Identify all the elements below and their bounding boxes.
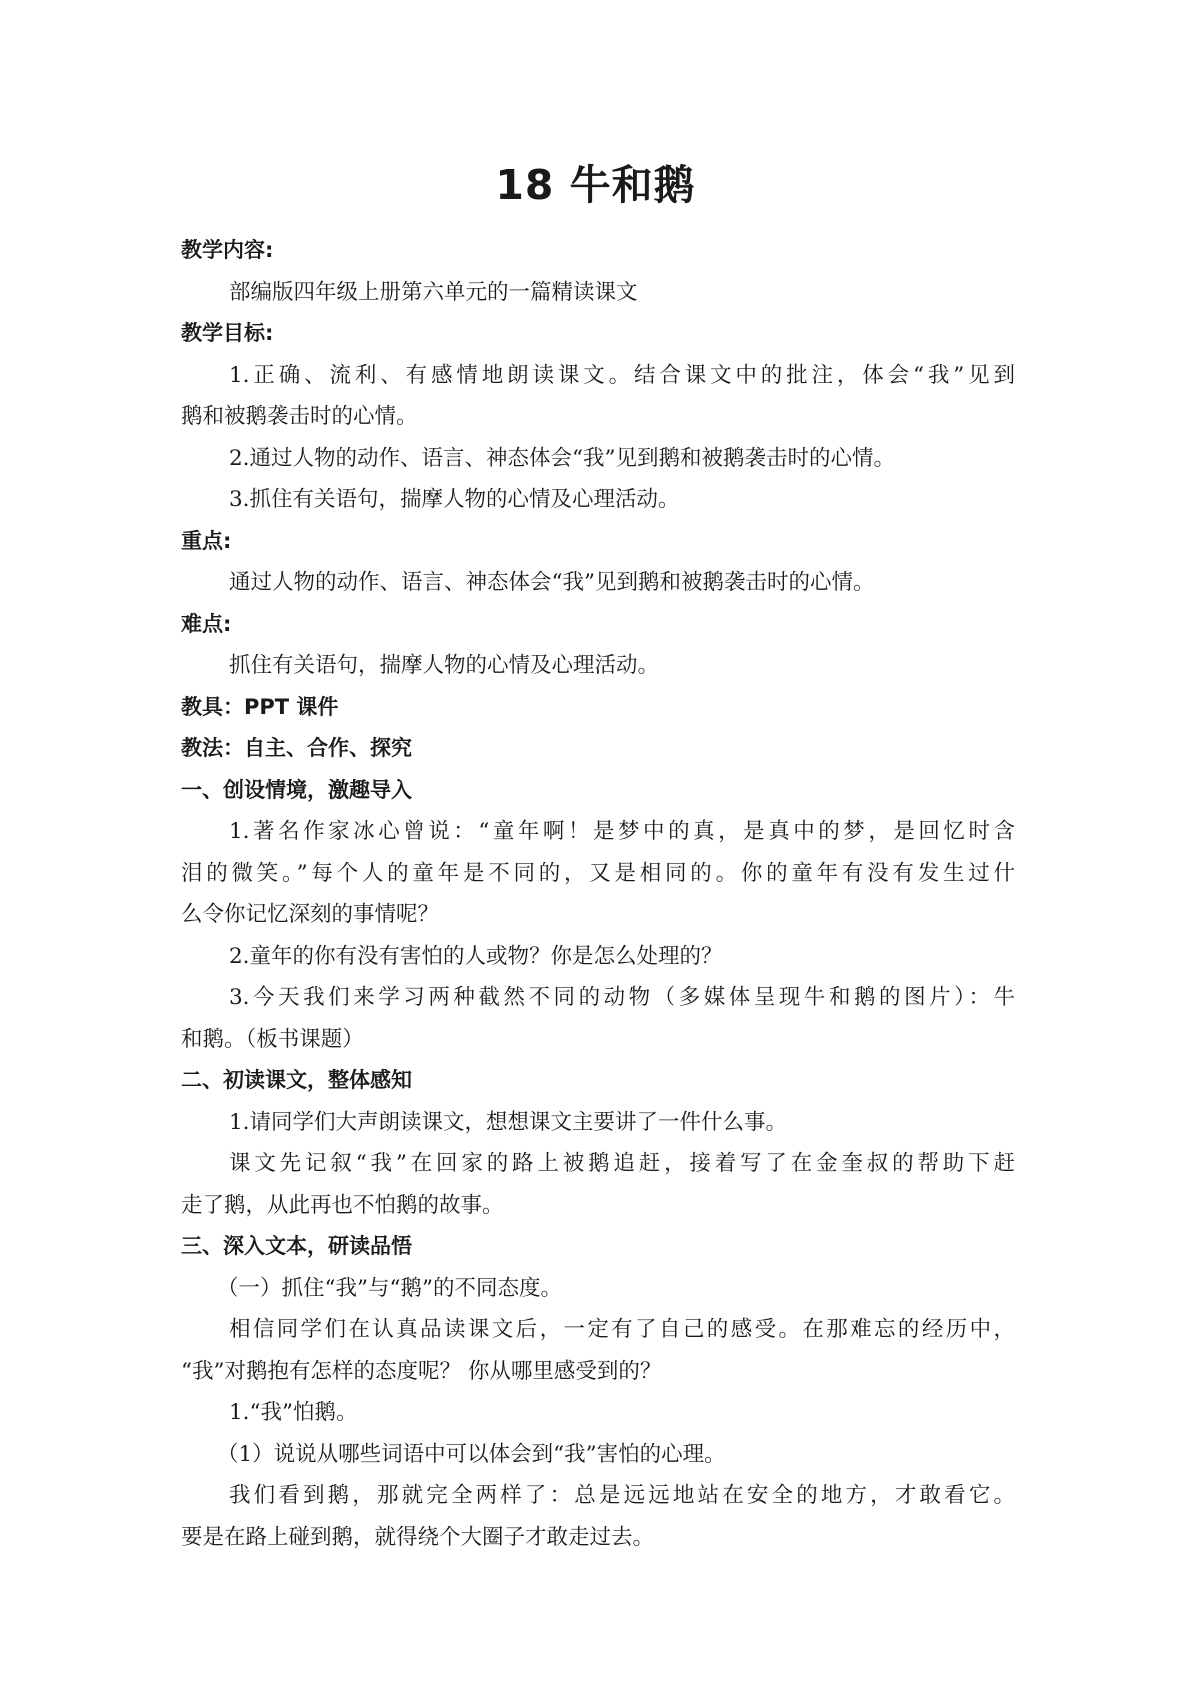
paragraph-line: 相信同学们在认真品读课文后，一定有了自己的感受。在那难忘的经历中， [229,1317,1015,1342]
section-heading-teaching-content: 教学内容: [181,238,274,262]
paragraph-line: （一）抓住“我”与“鹅”的不同态度。 [217,1275,562,1301]
paragraph-line: 部编版四年级上册第六单元的一篇精读课文 [229,279,638,305]
paragraph-line: 3.抓住有关语句，揣摩人物的心情及心理活动。 [229,487,680,512]
paragraph-line: 我们看到鹅，那就完全两样了：总是远远地站在安全的地方，才敢看它。 [229,1483,1015,1508]
section-heading-teaching-goals: 教学目标: [181,321,274,345]
paragraph-line: （1）说说从哪些词语中可以体会到“我”害怕的心理。 [217,1441,726,1467]
paragraph-line: 走了鹅，从此再也不怕鹅的故事。 [181,1192,504,1218]
paragraph-line: “我”对鹅抱有怎样的态度呢？ 你从哪里感受到的？ [181,1358,662,1384]
section-heading-teaching-aids: 教具：PPT 课件 [181,694,339,719]
paragraph-line: 2.通过人物的动作、语言、神态体会“我”见到鹅和被鹅袭击时的心情。 [229,445,895,471]
section-heading-part-2: 二、初读课文，整体感知 [181,1068,412,1092]
section-heading-difficulties: 难点: [181,611,232,636]
paragraph-line: 要是在路上碰到鹅，就得绕个大圈子才敢走过去。 [181,1524,655,1550]
section-heading-key-points: 重点: [181,528,232,553]
paragraph-line: 课文先记叙“我”在回家的路上被鹅追赶，接着写了在金奎叔的帮助下赶 [229,1151,1015,1176]
section-heading-teaching-methods: 教法：自主、合作、探究 [181,736,412,760]
paragraph-line: 和鹅。（板书课题） [181,1026,364,1052]
document-body [181,230,1015,1558]
paragraph-line: 通过人物的动作、语言、神态体会“我”见到鹅和被鹅袭击时的心情。 [229,570,875,595]
paragraph-line: 1.请同学们大声朗读课文，想想课文主要讲了一件什么事。 [229,1109,788,1135]
paragraph-line: 3.今天我们来学习两种截然不同的动物（多媒体呈现牛和鹅的图片）：牛 [229,985,1015,1010]
paragraph-line: 鹅和被鹅袭击时的心情。 [181,404,418,429]
paragraph-line: 么令你记忆深刻的事情呢？ [181,902,440,927]
section-heading-part-3: 三、深入文本，研读品悟 [181,1234,412,1258]
paragraph-line: 2.童年的你有没有害怕的人或物？你是怎么处理的？ [229,943,723,969]
paragraph-line: 1.著名作家冰心曾说：“童年啊！是梦中的真，是真中的梦，是回忆时含 [229,819,1015,844]
document-title: 18 牛和鹅 [495,161,696,209]
section-heading-part-1: 一、创设情境，激趣导入 [181,777,412,802]
paragraph-line: 1.“我”怕鹅。 [229,1400,358,1425]
paragraph-line: 1.正确、流利、有感情地朗读课文。结合课文中的批注，体会“我”见到 [229,362,1015,388]
paragraph-line: 抓住有关语句，揣摩人物的心情及心理活动。 [229,653,660,678]
paragraph-line: 泪的微笑。”每个人的童年是不同的，又是相同的。你的童年有没有发生过什 [181,860,1015,886]
